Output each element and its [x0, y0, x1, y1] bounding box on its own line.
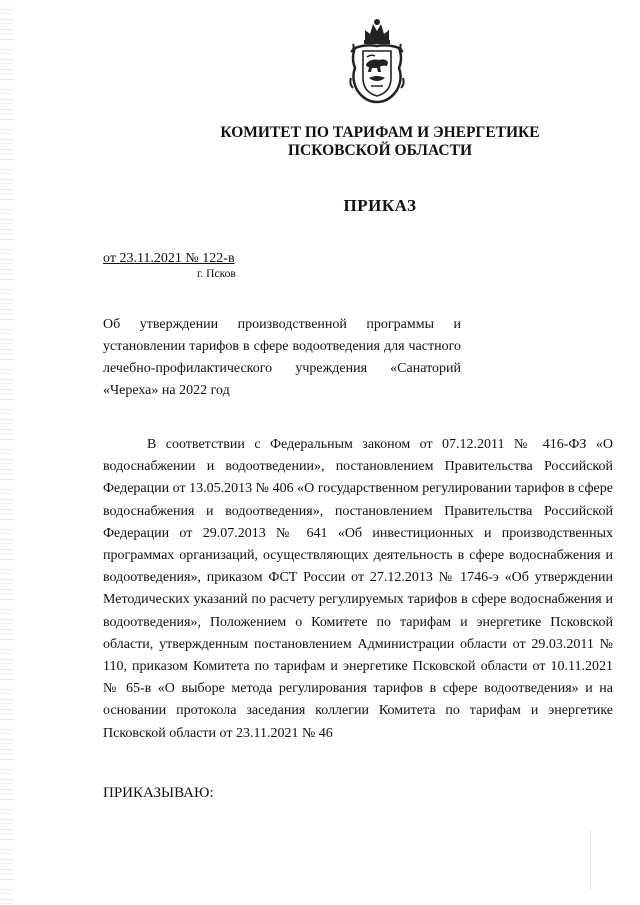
order-date-number [103, 251, 235, 267]
coat-of-arms-icon [349, 18, 405, 104]
scan-mark [590, 830, 591, 890]
order-preamble: В соответствии с Федеральным законом от 07.12.2011 № 416-ФЗ «О водоснабжении и водоотведении», постановлением Правительства Российской Федерации от 13.05.2013 № 406 «О государственном регулировании тарифов в сфере водоснабжения и водоотведения», постановлением Правительства Российской Федерации от 29.07.2013 № 641 «Об инвестиционных и производственных программах организаций, осуществляющих деятельность в сфере водоснабжения и водоотведения», приказом ФСТ России от 27.12.2013 № 1746-э «Об утверждении Методических указаний по расчету регулируемых тарифов в сфере водоснабжения и водоотведения», Положением о Комитете по тарифам и энергетике Псковской области, утвержденным постановлением Администрации области от 29.03.2011 № 110, приказом Комитета по тарифам и энергетике Псковской области от 10.11.2021 № 65-в «О выборе метода регулирования тарифов в сфере водоотведения» и на основании протокола заседания коллегии Комитета по тарифам и энергетике Псковской области от 23.11.2021 № 46 [103, 437, 613, 741]
organization-name-line1: КОМИТЕТ ПО ТАРИФАМ И ЭНЕРГЕТИКЕ [220, 124, 540, 141]
number-prefix: № [181, 251, 203, 266]
order-closing: ПРИКАЗЫВАЮ: [103, 785, 214, 801]
order-subject: Об утверждении производственной программы и установлении тарифов в сфере водоотведения для частного лечебно-профилактического учреждения «Санаторий «Череха» на 2022 год [103, 317, 461, 398]
organization-name [160, 124, 600, 160]
order-city: г. Псков [197, 268, 236, 280]
document-type-title: ПРИКАЗ [343, 196, 417, 215]
organization-name-line2: ПСКОВСКОЙ ОБЛАСТИ [287, 142, 472, 159]
scan-edge-artifact [0, 0, 14, 905]
order-number: 122-в [202, 251, 235, 266]
order-date: 23.11.2021 [119, 251, 182, 266]
date-prefix: от [103, 251, 120, 266]
